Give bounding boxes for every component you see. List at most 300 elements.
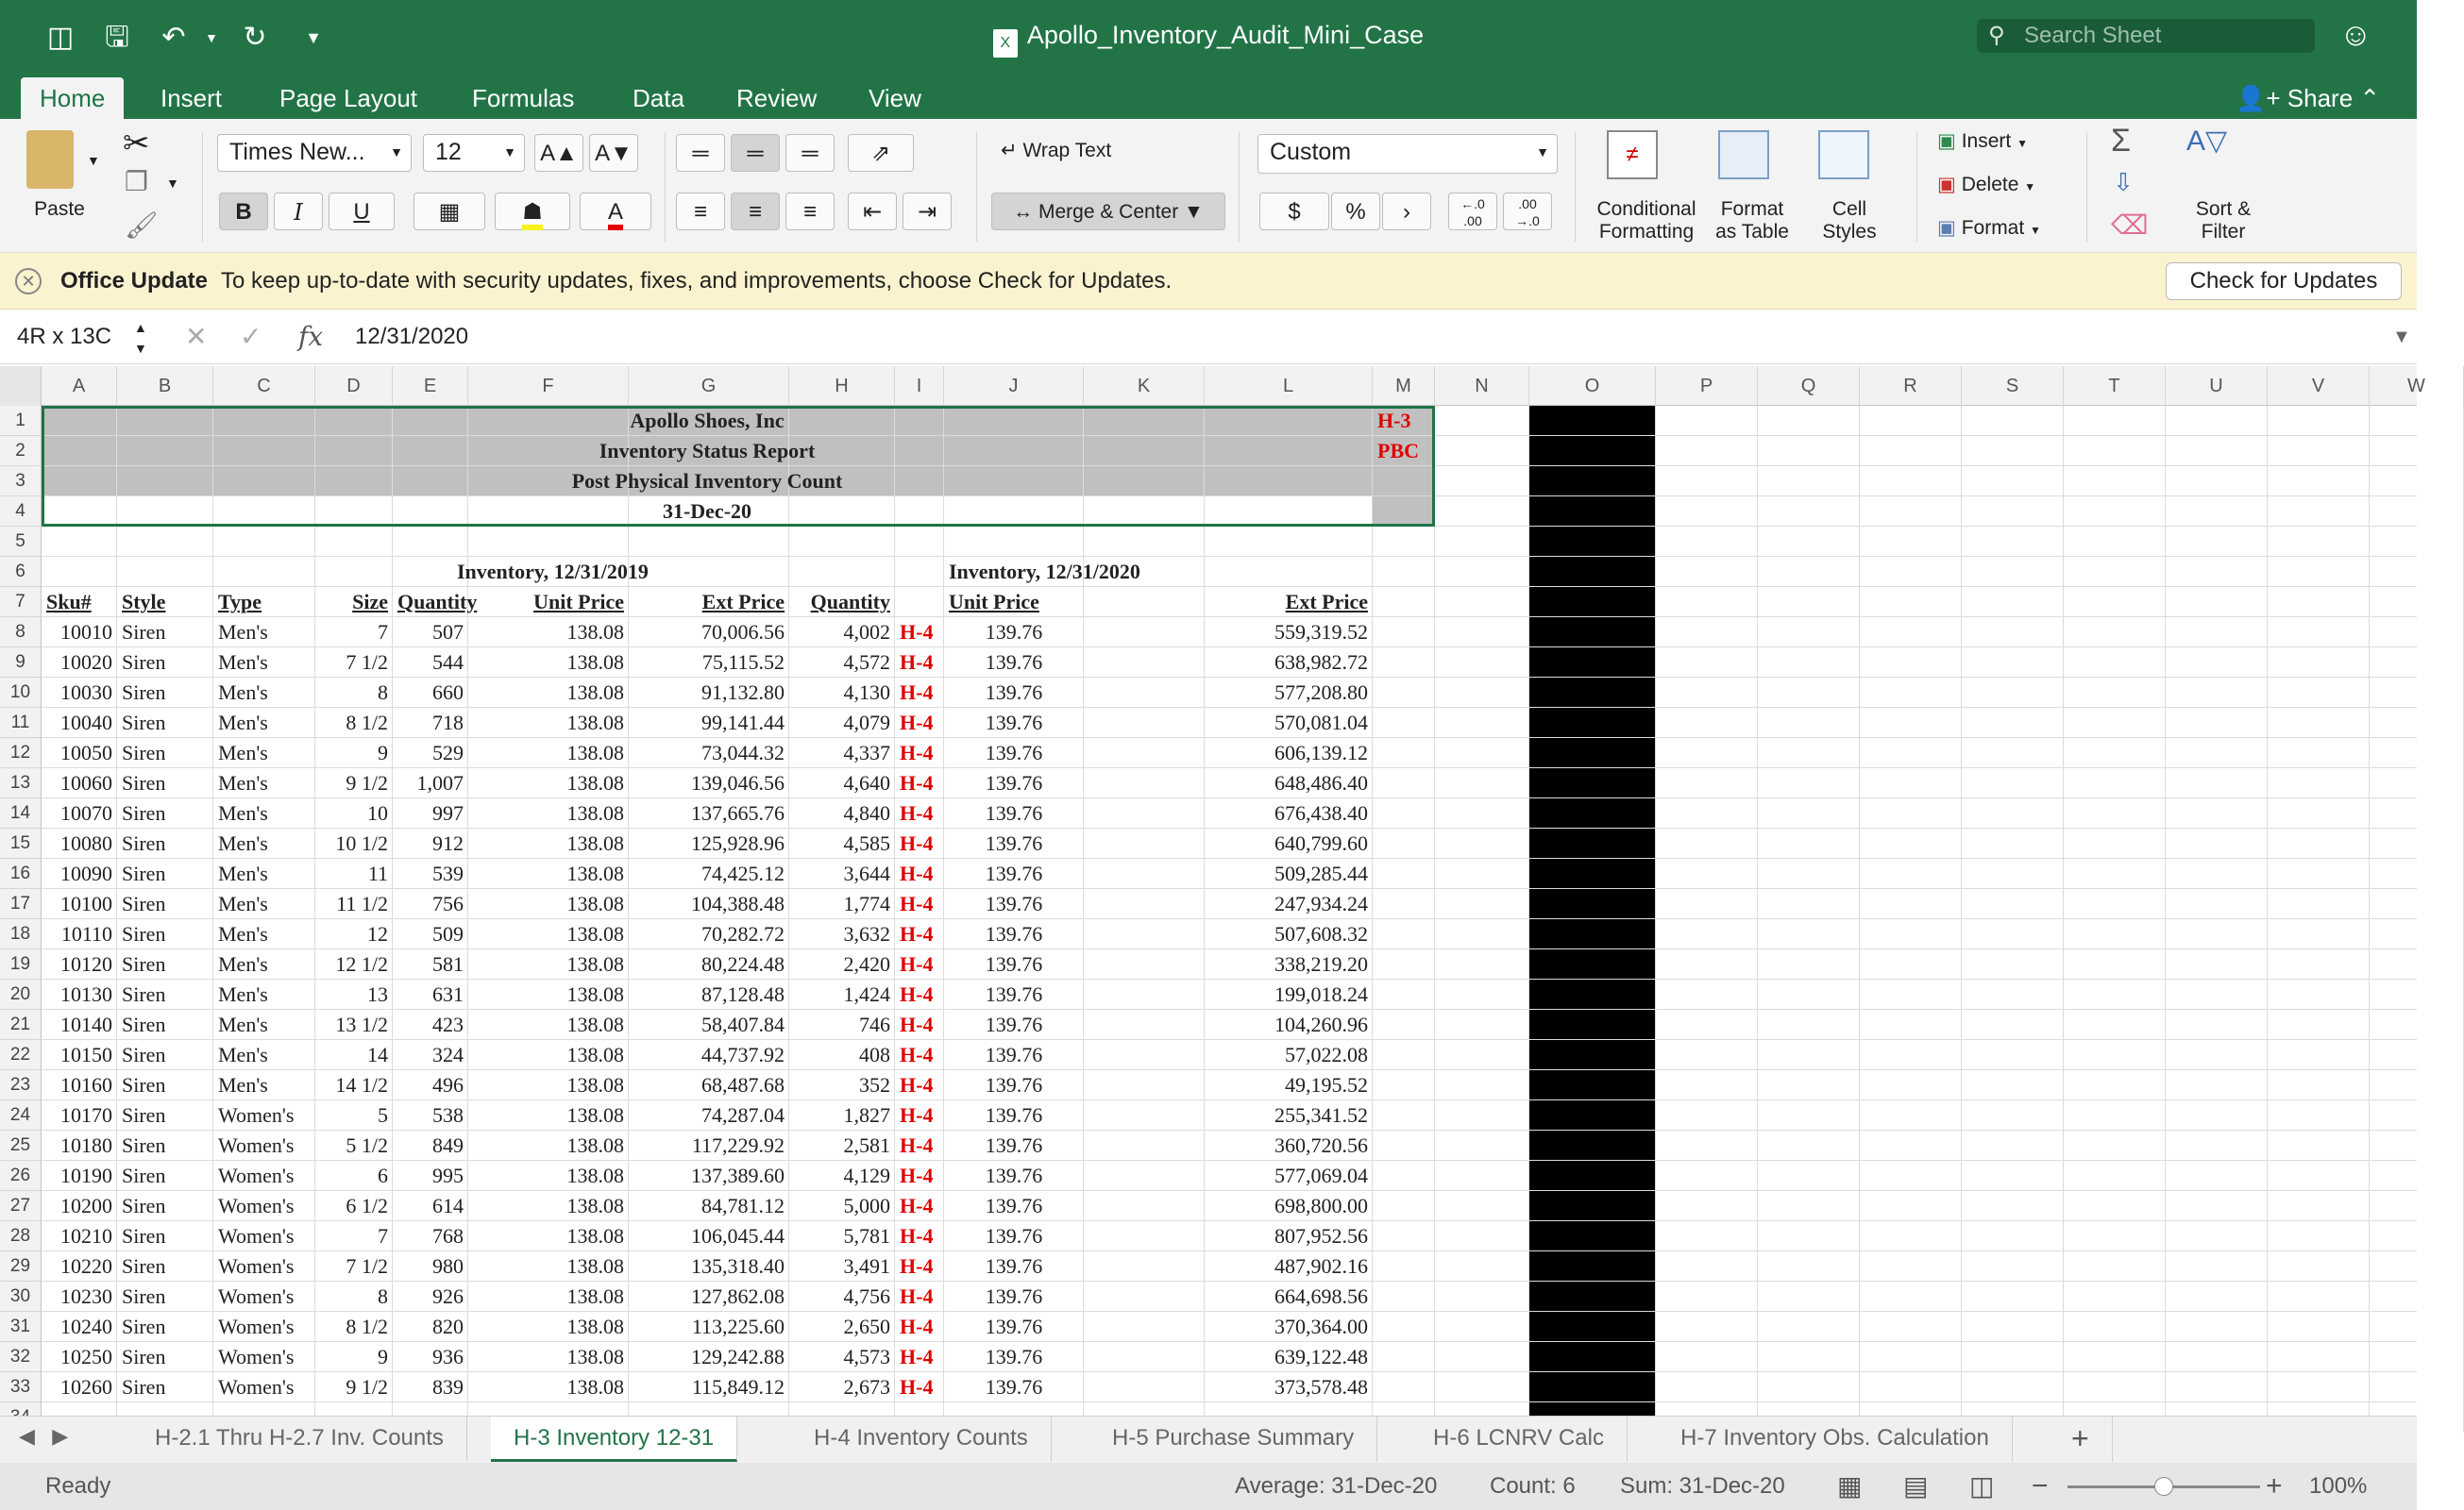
cell-style[interactable]: Siren (122, 1345, 166, 1368)
cell-ref-h4[interactable]: H-4 (900, 680, 934, 704)
merge-center-button[interactable]: ↔ Merge & Center ▼ (991, 193, 1225, 230)
header-unit-2020[interactable]: Unit Price (949, 590, 1039, 613)
cell-ext-2019[interactable]: 137,389.60 (691, 1164, 785, 1187)
cell-unit-2019[interactable]: 138.08 (566, 1133, 624, 1157)
row-header[interactable]: 12 (0, 738, 42, 768)
cell-sku[interactable]: 10050 (60, 741, 112, 764)
cell-ext-2019[interactable]: 127,862.08 (691, 1284, 785, 1308)
formula-input[interactable]: 12/31/2020 (355, 324, 469, 349)
group-header-2020[interactable]: Inventory, 12/31/2020 (949, 560, 1140, 583)
cell-ext-2020[interactable]: 247,934.24 (1274, 892, 1368, 915)
cell-ref-h4[interactable]: H-4 (900, 620, 934, 644)
cell-size[interactable]: 5 (378, 1103, 388, 1127)
cell-ext-2020[interactable]: 370,364.00 (1274, 1315, 1368, 1338)
header-ext-2019[interactable]: Ext Price (701, 590, 785, 613)
cell-ref-h4[interactable]: H-4 (900, 1133, 934, 1157)
cell-unit-2019[interactable]: 138.08 (566, 982, 624, 1006)
cell-sku[interactable]: 10250 (60, 1345, 112, 1368)
tab-formulas[interactable]: Formulas (472, 84, 575, 112)
cell-size[interactable]: 12 (367, 922, 388, 946)
cell-ext-2020[interactable]: 577,208.80 (1274, 680, 1368, 704)
cell-ext-2020[interactable]: 676,438.40 (1274, 801, 1368, 825)
cell-ext-2020[interactable]: 559,319.52 (1274, 620, 1368, 644)
row-header[interactable]: 32 (0, 1342, 42, 1372)
cell-style[interactable]: Siren (122, 1013, 166, 1036)
column-header-v[interactable]: V (2268, 366, 2370, 406)
cell-sku[interactable]: 10160 (60, 1073, 112, 1097)
align-center-button[interactable]: ≡ (731, 193, 780, 230)
cell-ref-h4[interactable]: H-4 (900, 741, 934, 764)
cell-sku[interactable]: 10260 (60, 1375, 112, 1399)
cell-unit-2019[interactable]: 138.08 (566, 711, 624, 734)
cell-unit-2020[interactable]: 139.76 (985, 1133, 1043, 1157)
cell-ref-h4[interactable]: H-4 (900, 1254, 934, 1278)
cell-qty-2019[interactable]: 529 (432, 741, 464, 764)
cell-ext-2019[interactable]: 125,928.96 (691, 831, 785, 855)
cell-qty-2019[interactable]: 507 (432, 620, 464, 644)
cell-unit-2019[interactable]: 138.08 (566, 862, 624, 885)
cell-ext-2020[interactable]: 509,285.44 (1274, 862, 1368, 885)
tab-view[interactable]: View (869, 84, 921, 112)
cell-sku[interactable]: 10100 (60, 892, 112, 915)
row-header[interactable]: 10 (0, 678, 42, 708)
cell-unit-2019[interactable]: 138.08 (566, 1224, 624, 1248)
align-left-button[interactable]: ≡ (676, 193, 725, 230)
zoom-out-icon[interactable]: − (2032, 1470, 2049, 1502)
cell-style[interactable]: Siren (122, 1375, 166, 1399)
row-header[interactable]: 13 (0, 768, 42, 798)
row-header[interactable]: 3 (0, 466, 42, 496)
cell-unit-2019[interactable]: 138.08 (566, 922, 624, 946)
cell-ref-h4[interactable]: H-4 (900, 1375, 934, 1399)
cell-ref-h4[interactable]: H-4 (900, 1315, 934, 1338)
delete-cells-button[interactable] (1937, 174, 2035, 198)
cell-sku[interactable]: 10130 (60, 982, 112, 1006)
column-header-r[interactable]: R (1860, 366, 1962, 406)
cell-unit-2020[interactable]: 139.76 (985, 922, 1043, 946)
cell-size[interactable]: 9 (378, 1345, 388, 1368)
cell-unit-2019[interactable]: 138.08 (566, 680, 624, 704)
row-header[interactable]: 24 (0, 1100, 42, 1131)
cell-ext-2019[interactable]: 137,665.76 (691, 801, 785, 825)
cell-ext-2020[interactable]: 807,952.56 (1274, 1224, 1368, 1248)
cell-qty-2019[interactable]: 581 (432, 952, 464, 976)
cell-unit-2019[interactable]: 138.08 (566, 1284, 624, 1308)
cell-ext-2019[interactable]: 84,781.12 (701, 1194, 785, 1217)
cell-qty-2019[interactable]: 768 (432, 1224, 464, 1248)
cell-type[interactable]: Men's (218, 862, 268, 885)
column-header-d[interactable]: D (315, 366, 393, 406)
cell-ext-2019[interactable]: 87,128.48 (701, 982, 785, 1006)
row-header[interactable]: 23 (0, 1070, 42, 1100)
sheet-tab-h2[interactable]: H-2.1 Thru H-2.7 Inv. Counts (132, 1417, 467, 1462)
cell-qty-2020[interactable]: 3,632 (843, 922, 890, 946)
cell-ext-2019[interactable]: 73,044.32 (701, 741, 785, 764)
decrease-decimal-button[interactable]: .00 →.0 (1503, 193, 1552, 230)
row-header[interactable]: 25 (0, 1131, 42, 1161)
column-header-j[interactable]: J (944, 366, 1084, 406)
cell-size[interactable]: 9 1/2 (346, 771, 388, 795)
cell-qty-2020[interactable]: 1,424 (843, 982, 890, 1006)
cell-unit-2020[interactable]: 139.76 (985, 801, 1043, 825)
cell-ref-h4[interactable]: H-4 (900, 862, 934, 885)
cell-qty-2020[interactable]: 4,573 (843, 1345, 890, 1368)
cell-ext-2020[interactable]: 698,800.00 (1274, 1194, 1368, 1217)
cell-style[interactable]: Siren (122, 741, 166, 764)
cell-style[interactable]: Siren (122, 952, 166, 976)
cell-sku[interactable]: 10190 (60, 1164, 112, 1187)
column-header-s[interactable]: S (1962, 366, 2064, 406)
cell-size[interactable]: 8 1/2 (346, 711, 388, 734)
cell-unit-2019[interactable]: 138.08 (566, 1315, 624, 1338)
cell-unit-2020[interactable]: 139.76 (985, 711, 1043, 734)
cell-ref-h4[interactable]: H-4 (900, 952, 934, 976)
comma-style-button[interactable]: › (1382, 193, 1431, 230)
cell-qty-2020[interactable]: 4,129 (843, 1164, 890, 1187)
cell-qty-2020[interactable]: 2,420 (843, 952, 890, 976)
customize-toolbar-icon[interactable]: ▼ (305, 28, 322, 47)
undo-icon[interactable]: ↶ (161, 22, 186, 53)
cell-ref-h4[interactable]: H-4 (900, 1103, 934, 1127)
increase-decimal-button[interactable]: ←.0 .00 (1448, 193, 1497, 230)
cell-sku[interactable]: 10170 (60, 1103, 112, 1127)
cancel-edit-icon[interactable]: ✕ (185, 322, 208, 351)
cell-type[interactable]: Women's (218, 1224, 295, 1248)
normal-view-icon[interactable]: ▦ (1837, 1471, 1863, 1501)
cell-qty-2020[interactable]: 4,640 (843, 771, 890, 795)
format-as-table-button[interactable] (1705, 198, 1799, 243)
cell-size[interactable]: 7 1/2 (346, 650, 388, 674)
cell-unit-2019[interactable]: 138.08 (566, 1345, 624, 1368)
cell-ext-2019[interactable]: 91,132.80 (701, 680, 785, 704)
cell-sku[interactable]: 10020 (60, 650, 112, 674)
row-header[interactable]: 18 (0, 919, 42, 949)
cell-qty-2020[interactable]: 4,756 (843, 1284, 890, 1308)
cell-ext-2019[interactable]: 74,287.04 (701, 1103, 785, 1127)
cell-unit-2020[interactable]: 139.76 (985, 680, 1043, 704)
pbc-mark[interactable]: PBC (1377, 439, 1419, 462)
cell-sku[interactable]: 10060 (60, 771, 112, 795)
cell-qty-2019[interactable]: 1,007 (416, 771, 464, 795)
row-header[interactable]: 21 (0, 1010, 42, 1040)
cell-style[interactable]: Siren (122, 862, 166, 885)
cell-type[interactable]: Women's (218, 1194, 295, 1217)
page-break-view-icon[interactable]: ◫ (1969, 1471, 1995, 1501)
row-header[interactable]: 31 (0, 1312, 42, 1342)
cell-size[interactable]: 7 (378, 620, 388, 644)
cell-qty-2020[interactable]: 2,673 (843, 1375, 890, 1399)
cell-unit-2020[interactable]: 139.76 (985, 862, 1043, 885)
borders-button[interactable]: ▦ (413, 193, 485, 230)
select-all-corner[interactable] (0, 366, 42, 406)
align-right-button[interactable]: ≡ (785, 193, 835, 230)
cell-qty-2020[interactable]: 3,491 (843, 1254, 890, 1278)
report-title-line[interactable]: Inventory Status Report (599, 439, 816, 462)
cell-style[interactable]: Siren (122, 1284, 166, 1308)
cell-style[interactable]: Siren (122, 680, 166, 704)
column-header-c[interactable]: C (213, 366, 315, 406)
decrease-font-size-button[interactable]: A▼ (589, 134, 638, 172)
row-header[interactable]: 1 (0, 406, 42, 436)
cell-sku[interactable]: 10140 (60, 1013, 112, 1036)
cell-ref-h4[interactable]: H-4 (900, 1345, 934, 1368)
column-header-p[interactable]: P (1656, 366, 1758, 406)
clear-icon[interactable]: ⌫ (2111, 210, 2149, 240)
sort-filter-icon[interactable]: A▽ (2186, 126, 2228, 157)
tab-insert[interactable]: Insert (160, 84, 223, 112)
cell-qty-2019[interactable]: 423 (432, 1013, 464, 1036)
cell-ext-2019[interactable]: 129,242.88 (691, 1345, 785, 1368)
cell-type[interactable]: Men's (218, 801, 268, 825)
sheet-tab-h3[interactable]: H-3 Inventory 12-31 (491, 1417, 737, 1462)
check-for-updates-button[interactable]: Check for Updates (2166, 262, 2402, 300)
cell-size[interactable]: 9 1/2 (346, 1375, 388, 1399)
cell-ext-2020[interactable]: 49,195.52 (1285, 1073, 1368, 1097)
paste-button[interactable]: Paste (34, 198, 85, 220)
cell-size[interactable]: 14 (367, 1043, 388, 1066)
cell-ref-h4[interactable]: H-4 (900, 650, 934, 674)
cell-sku[interactable]: 10150 (60, 1043, 112, 1066)
column-header-w[interactable]: W (2370, 366, 2464, 406)
cell-type[interactable]: Women's (218, 1375, 295, 1399)
cell-size[interactable]: 14 1/2 (335, 1073, 388, 1097)
cell-unit-2019[interactable]: 138.08 (566, 1375, 624, 1399)
cell-ext-2019[interactable]: 44,737.92 (701, 1043, 785, 1066)
cell-ref-h4[interactable]: H-4 (900, 1224, 934, 1248)
cell-ext-2020[interactable]: 57,022.08 (1285, 1043, 1368, 1066)
report-title-line[interactable]: Apollo Shoes, Inc (630, 409, 785, 432)
cell-ext-2019[interactable]: 115,849.12 (691, 1375, 785, 1399)
cell-size[interactable]: 5 1/2 (346, 1133, 388, 1157)
cell-type[interactable]: Women's (218, 1164, 295, 1187)
cell-qty-2019[interactable]: 756 (432, 892, 464, 915)
cell-qty-2020[interactable]: 4,585 (843, 831, 890, 855)
cell-ext-2020[interactable]: 373,578.48 (1274, 1375, 1368, 1399)
cell-size[interactable]: 8 1/2 (346, 1315, 388, 1338)
cell-unit-2019[interactable]: 138.08 (566, 1043, 624, 1066)
insert-function-button[interactable]: fx (298, 321, 324, 352)
row-header[interactable]: 17 (0, 889, 42, 919)
cell-qty-2020[interactable]: 4,130 (843, 680, 890, 704)
cell-styles-button[interactable] (1805, 198, 1894, 243)
cell-type[interactable]: Men's (218, 711, 268, 734)
cell-style[interactable]: Siren (122, 982, 166, 1006)
cell-qty-2020[interactable]: 2,650 (843, 1315, 890, 1338)
cell-ext-2020[interactable]: 360,720.56 (1274, 1133, 1368, 1157)
cell-ext-2020[interactable]: 640,799.60 (1274, 831, 1368, 855)
row-header[interactable]: 29 (0, 1251, 42, 1282)
conditional-formatting-button[interactable] (1588, 198, 1705, 243)
column-header-o[interactable]: O (1529, 366, 1656, 406)
fill-color-button[interactable] (495, 193, 570, 230)
row-header[interactable]: 27 (0, 1191, 42, 1221)
tab-page-layout[interactable]: Page Layout (279, 84, 418, 112)
cell-ext-2020[interactable]: 338,219.20 (1274, 952, 1368, 976)
fill-icon[interactable]: ⇩ (2113, 168, 2134, 196)
cell-unit-2020[interactable]: 139.76 (985, 1315, 1043, 1338)
cell-qty-2019[interactable]: 980 (432, 1254, 464, 1278)
cell-style[interactable]: Siren (122, 1254, 166, 1278)
row-header[interactable]: 5 (0, 527, 42, 557)
cell-style[interactable]: Siren (122, 1164, 166, 1187)
cell-ext-2019[interactable]: 70,006.56 (701, 620, 785, 644)
underline-button[interactable]: U (329, 193, 395, 230)
cell-type[interactable]: Women's (218, 1345, 295, 1368)
cell-unit-2020[interactable]: 139.76 (985, 1345, 1043, 1368)
cell-unit-2020[interactable]: 139.76 (985, 1284, 1043, 1308)
cell-type[interactable]: Men's (218, 1073, 268, 1097)
accounting-format-button[interactable]: $ (1259, 193, 1329, 230)
cell-sku[interactable]: 10200 (60, 1194, 112, 1217)
cell-style[interactable]: Siren (122, 771, 166, 795)
cell-unit-2020[interactable]: 139.76 (985, 650, 1043, 674)
sheet-tab-h6[interactable]: H-6 LCNRV Calc (1410, 1417, 1628, 1462)
cell-size[interactable]: 12 1/2 (335, 952, 388, 976)
column-header-n[interactable]: N (1435, 366, 1529, 406)
cell-size[interactable]: 10 1/2 (335, 831, 388, 855)
cell-qty-2019[interactable]: 820 (432, 1315, 464, 1338)
column-header-u[interactable]: U (2166, 366, 2268, 406)
zoom-in-icon[interactable]: + (2266, 1470, 2283, 1502)
cell-sku[interactable]: 10110 (60, 922, 112, 946)
column-header-q[interactable]: Q (1758, 366, 1860, 406)
cell-qty-2019[interactable]: 614 (432, 1194, 464, 1217)
cell-sku[interactable]: 10010 (60, 620, 112, 644)
zoom-slider[interactable] (2067, 1485, 2260, 1488)
row-header[interactable]: 8 (0, 617, 42, 647)
cell-type[interactable]: Men's (218, 1043, 268, 1066)
feedback-smiley-icon[interactable]: ☺ (2339, 17, 2372, 53)
cell-type[interactable]: Women's (218, 1133, 295, 1157)
header-style[interactable]: Style (122, 590, 166, 613)
tab-data[interactable]: Data (633, 84, 684, 112)
column-header-m[interactable]: M (1373, 366, 1435, 406)
cell-unit-2019[interactable]: 138.08 (566, 892, 624, 915)
cell-ext-2020[interactable]: 104,260.96 (1274, 1013, 1368, 1036)
cell-sku[interactable]: 10220 (60, 1254, 112, 1278)
row-header[interactable]: 4 (0, 496, 42, 527)
number-format-select[interactable] (1257, 134, 1558, 174)
cell-qty-2020[interactable]: 2,581 (843, 1133, 890, 1157)
row-header[interactable]: 6 (0, 557, 42, 587)
cell-type[interactable]: Women's (218, 1315, 295, 1338)
header-ext-2020[interactable]: Ext Price (1285, 590, 1368, 613)
cell-type[interactable]: Men's (218, 922, 268, 946)
cell-unit-2020[interactable]: 139.76 (985, 892, 1043, 915)
align-middle-button[interactable]: ═ (731, 134, 780, 172)
cell-type[interactable]: Men's (218, 771, 268, 795)
cell-unit-2020[interactable]: 139.76 (985, 1073, 1043, 1097)
cell-ref-h4[interactable]: H-4 (900, 771, 934, 795)
column-header-t[interactable]: T (2064, 366, 2166, 406)
redo-icon[interactable]: ↻ (243, 22, 267, 53)
sheet-tab-h5[interactable]: H-5 Purchase Summary (1089, 1417, 1377, 1462)
copy-dropdown-icon[interactable]: ▼ (166, 176, 179, 191)
group-header-2019[interactable]: Inventory, 12/31/2019 (457, 560, 649, 583)
cell-ext-2019[interactable]: 113,225.60 (691, 1315, 785, 1338)
cell-ref-h4[interactable]: H-4 (900, 1013, 934, 1036)
cell-qty-2020[interactable]: 746 (859, 1013, 890, 1036)
search-sheet-input[interactable] (1977, 19, 2315, 53)
cell-unit-2019[interactable]: 138.08 (566, 741, 624, 764)
cell-ext-2019[interactable]: 117,229.92 (691, 1133, 785, 1157)
cell-qty-2019[interactable]: 995 (432, 1164, 464, 1187)
cell-unit-2020[interactable]: 139.76 (985, 982, 1043, 1006)
cell-unit-2019[interactable]: 138.08 (566, 771, 624, 795)
cell-ext-2020[interactable]: 638,982.72 (1274, 650, 1368, 674)
cell-qty-2019[interactable]: 936 (432, 1345, 464, 1368)
cell-unit-2019[interactable]: 138.08 (566, 1194, 624, 1217)
column-header-i[interactable]: I (895, 366, 944, 406)
cell-ext-2019[interactable]: 58,407.84 (701, 1013, 785, 1036)
row-header[interactable]: 20 (0, 980, 42, 1010)
add-sheet-button[interactable]: + (2049, 1417, 2113, 1462)
next-sheet-icon[interactable]: ▶ (52, 1424, 69, 1448)
cell-qty-2019[interactable]: 631 (432, 982, 464, 1006)
zoom-slider-thumb[interactable] (2154, 1477, 2173, 1496)
row-header[interactable]: 9 (0, 647, 42, 678)
cell-sku[interactable]: 10090 (60, 862, 112, 885)
cell-unit-2020[interactable]: 139.76 (985, 771, 1043, 795)
cell-style[interactable]: Siren (122, 1103, 166, 1127)
cell-unit-2020[interactable]: 139.76 (985, 1013, 1043, 1036)
row-header[interactable]: 28 (0, 1221, 42, 1251)
cell-qty-2020[interactable]: 4,840 (843, 801, 890, 825)
cell-qty-2020[interactable]: 1,827 (843, 1103, 890, 1127)
cell-unit-2020[interactable]: 139.76 (985, 952, 1043, 976)
cell-type[interactable]: Men's (218, 982, 268, 1006)
expand-formula-bar-icon[interactable]: ▼ (2392, 327, 2411, 347)
cell-style[interactable]: Siren (122, 711, 166, 734)
report-title-line[interactable]: Post Physical Inventory Count (571, 469, 843, 493)
cell-unit-2020[interactable]: 139.76 (985, 1103, 1043, 1127)
row-header[interactable]: 19 (0, 949, 42, 980)
row-header[interactable]: 2 (0, 436, 42, 466)
cell-unit-2019[interactable]: 138.08 (566, 831, 624, 855)
cell-style[interactable]: Siren (122, 1133, 166, 1157)
cell-style[interactable]: Siren (122, 650, 166, 674)
paste-dropdown-icon[interactable]: ▼ (87, 153, 100, 168)
cell-sku[interactable]: 10230 (60, 1284, 112, 1308)
cell-size[interactable]: 11 (367, 862, 388, 885)
cell-unit-2020[interactable]: 139.76 (985, 1224, 1043, 1248)
cell-qty-2019[interactable]: 544 (432, 650, 464, 674)
cell-type[interactable]: Women's (218, 1254, 295, 1278)
cell-size[interactable]: 13 1/2 (335, 1013, 388, 1036)
cell-type[interactable]: Men's (218, 1013, 268, 1036)
cell-qty-2019[interactable]: 849 (432, 1133, 464, 1157)
cell-style[interactable]: Siren (122, 1224, 166, 1248)
cell-qty-2019[interactable]: 912 (432, 831, 464, 855)
cell-ext-2020[interactable]: 639,122.48 (1274, 1345, 1368, 1368)
cell-qty-2019[interactable]: 997 (432, 801, 464, 825)
prev-sheet-icon[interactable]: ◀ (19, 1424, 35, 1448)
header-size[interactable]: Size (352, 590, 388, 613)
cell-unit-2020[interactable]: 139.76 (985, 620, 1043, 644)
orientation-button[interactable]: ⇗ (848, 134, 914, 172)
cell-unit-2019[interactable]: 138.08 (566, 1164, 624, 1187)
bold-button[interactable]: B (219, 193, 268, 230)
cell-type[interactable]: Men's (218, 892, 268, 915)
cell-qty-2020[interactable]: 4,337 (843, 741, 890, 764)
cell-qty-2019[interactable]: 660 (432, 680, 464, 704)
cell-unit-2020[interactable]: 139.76 (985, 1254, 1043, 1278)
cell-unit-2020[interactable]: 139.76 (985, 1375, 1043, 1399)
cell-ext-2020[interactable]: 507,608.32 (1274, 922, 1368, 946)
cell-type[interactable]: Men's (218, 650, 268, 674)
cell-ref-h4[interactable]: H-4 (900, 1284, 934, 1308)
cell-unit-2019[interactable]: 138.08 (566, 650, 624, 674)
